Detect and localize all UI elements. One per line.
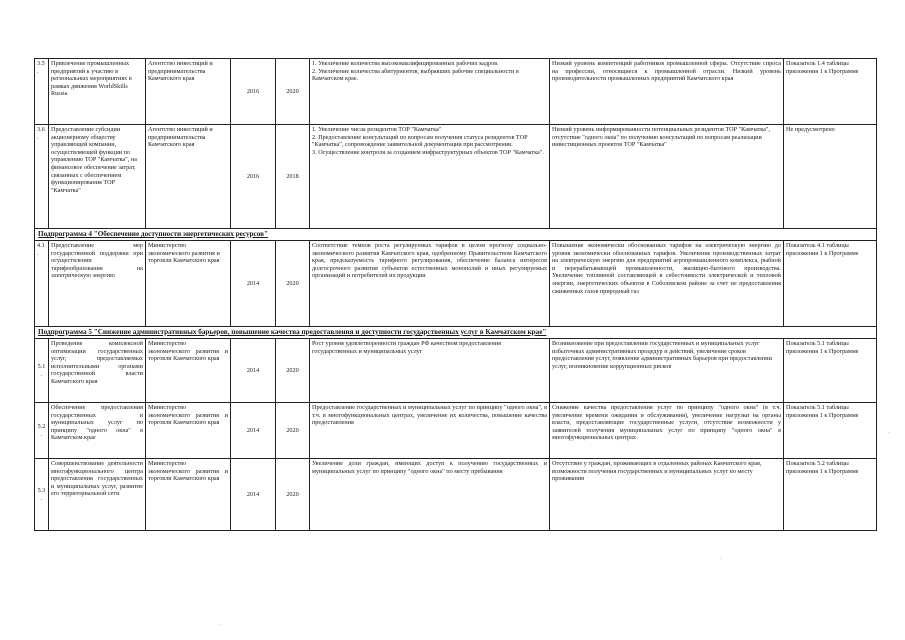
end-year: 2020 — [276, 59, 310, 125]
row-number: 3.6. — [35, 125, 49, 229]
expected-result: 1. Увеличение числа резидентов ТОР "Камчатка" 2. Предоставление консультаций по вопросам получения статуса резидентов ТОР "Камчатка", сопровождение заявительной документации при рассмотрении. 3. Осуществление контроля за созданием инфраструктурных объектов ТОР "Камчатка". — [310, 125, 550, 229]
consequences: Низкий уровень компетенций работников промышленной сферы. Отсутствие спроса на профессии, относящиеся к промышленной отрасли. Низкий уровень производительности промышленных предприятий Камчатского края — [550, 59, 784, 125]
scan-speck: ˙ — [218, 624, 220, 630]
start-year: 2014 — [231, 459, 276, 531]
scan-speck: · — [720, 556, 722, 562]
expected-result: Соответствие темпов роста регулируемых тарифов в целом прогнозу социально-экономического развития Камчатского края, одобренному Правительством Камчатского края, предсказуемость тарифного регулирования, обеспечение баланса интересов долгосрочного развития субъектов естественных монополий и иных регулируемых организаций и потребителей их продукции — [310, 241, 550, 327]
consequences: Возникновение при предоставлении государственных и муниципальных услуг избыточных административных процедур и действий, увеличение сроков предоставления услуг, появление административных барьеров при предоставлении услуг, возникновение коррупционных рисков — [550, 339, 784, 403]
indicator-link: Показатель 5.2 таблицы приложения 1 к Программе — [784, 459, 877, 531]
row-number: 3.5. — [35, 59, 49, 125]
measure-name: Предоставление субсидии акционерному обществу управляющей компании, осуществляющей функции по управлению ТОР "Камчатка", на финансовое обеспечение затрат, связанных с обеспечением функционирования ТОР "Камчатка" — [49, 125, 146, 229]
measures-table — [34, 58, 877, 531]
end-year: 2020 — [276, 459, 310, 531]
executor: Агентство инвестиций и предпринимательства Камчатского края — [146, 125, 231, 229]
row-number: 5.2. — [35, 403, 49, 459]
consequences: Повышение экономически обоснованных тарифов на электрическую энергию до уровня экономически обоснованных тарифов. Увеличение производственных затрат на электрическую энергию для предприятий агропромышленного комплекса, рыбной и перерабатывающей промышленности, жилищно-бытового производства. Увеличение топливной составляющей в себестоимости электрической и тепловой энергии, энергетических объектов в Соболевском районе за счет не предоставления сжиженных газов природный газ — [550, 241, 784, 327]
start-year: 2016 — [231, 125, 276, 229]
executor: Агентство инвестиций и предпринимательства Камчатского края — [146, 59, 231, 125]
start-year: 2016 — [231, 59, 276, 125]
executor: Министерство экономического развития и торговли Камчатского края — [146, 339, 231, 403]
expected-result: 1. Увеличение количества высококвалифицированных рабочих кадров. 2. Увеличение количества абитуриентов, выбравших рабочие специальности в Камчатском крае. — [310, 59, 550, 125]
subprogram-header — [35, 327, 877, 339]
indicator-link: Показатель 1.4 таблицы приложения 1 к Программе — [784, 59, 877, 125]
subprogram-4-title: Подпрограмма 4 "Обеспечение доступности энергетических ресурсов" — [35, 229, 877, 241]
table-row — [35, 403, 877, 459]
document-page — [34, 58, 876, 531]
subprogram-5-title: Подпрограмма 5 "Снижение административных барьеров, повышение качества предоставления и доступности государственных услуг в Камчатском крае" — [35, 327, 877, 339]
consequences: Низкий уровень информированности потенциальных резидентов ТОР "Камчатка", отсутствие "одного окна" по получению консультаций по вопросам реализации инвестиционных проектов ТОР "Камчатка" — [550, 125, 784, 229]
measure-name: Привлечение промышленных предприятий к участию в региональных мероприятиях в рамках движения WorldSkills Russia — [49, 59, 146, 125]
start-year: 2014 — [231, 241, 276, 327]
scan-speck: · — [888, 430, 890, 436]
start-year: 2014 — [231, 403, 276, 459]
indicator-link: Показатель 5.1 таблицы приложения 1 к Программе — [784, 403, 877, 459]
executor: Министерство экономического развития и торговли Камчатского края — [146, 403, 231, 459]
end-year: 2020 — [276, 241, 310, 327]
expected-result: Предоставление государственных и муниципальных услуг по принципу "одного окна", в т.ч. в многофункциональных центрах, увеличение их количества, повышение качества предоставления — [310, 403, 550, 459]
consequences: Снижение качества предоставления услуг по принципу "одного окна" (в т.ч. увеличение времени ожидания и обслуживания), увеличение нагрузки на органы власти, предоставляющие государственные услуги, отсутствие возможности у заявителей получения муниципальных услуг по принципу "одного окна" в многофункциональных центрах — [550, 403, 784, 459]
table-row — [35, 459, 877, 531]
row-number: 5.1. — [35, 339, 49, 403]
table-row — [35, 339, 877, 403]
row-number: 5.3. — [35, 459, 49, 531]
measure-name: Предоставление мер государственной поддержки при осуществлении тарифообразования на электрическую энергию — [49, 241, 146, 327]
measure-name: Проведение комплексной оптимизации государственных услуг, предоставляемых исполнительными органами государственной власти Камчатского края — [49, 339, 146, 403]
consequences: Отсутствие у граждан, проживающих в отдаленных районах Камчатского края, возможности получения государственных и муниципальных услуг по месту проживания — [550, 459, 784, 531]
subprogram-header — [35, 229, 877, 241]
executor: Министерство экономического развития и торговли Камчатского края — [146, 459, 231, 531]
indicator-link: Не предусмотрено — [784, 125, 877, 229]
end-year: 2018 — [276, 125, 310, 229]
table-row — [35, 241, 877, 327]
row-number: 4.1. — [35, 241, 49, 327]
indicator-link: Показатель 5.1 таблицы приложения 1 к Программе — [784, 339, 877, 403]
measure-name: Совершенствование деятельности многофункционального центра предоставления государственных и муниципальных услуг, развитие его территориальной сети — [49, 459, 146, 531]
table-row — [35, 59, 877, 125]
end-year: 2020 — [276, 403, 310, 459]
table-row — [35, 125, 877, 229]
indicator-link: Показатель 4.1 таблицы приложения 1 к Программе — [784, 241, 877, 327]
start-year: 2014 — [231, 339, 276, 403]
end-year: 2020 — [276, 339, 310, 403]
expected-result: Рост уровня удовлетворенности граждан РФ качеством предоставления государственных и муниципальных услуг — [310, 339, 550, 403]
expected-result: Увеличение доли граждан, имеющих доступ к получению государственных и муниципальных услуг по принципу "одного окна" по месту пребывания — [310, 459, 550, 531]
executor: Министерство экономического развития и торговли Камчатского края — [146, 241, 231, 327]
measure-name: Обеспечение предоставления государственных и муниципальных услуг по принципу "одного окна" в Камчатском крае — [49, 403, 146, 459]
